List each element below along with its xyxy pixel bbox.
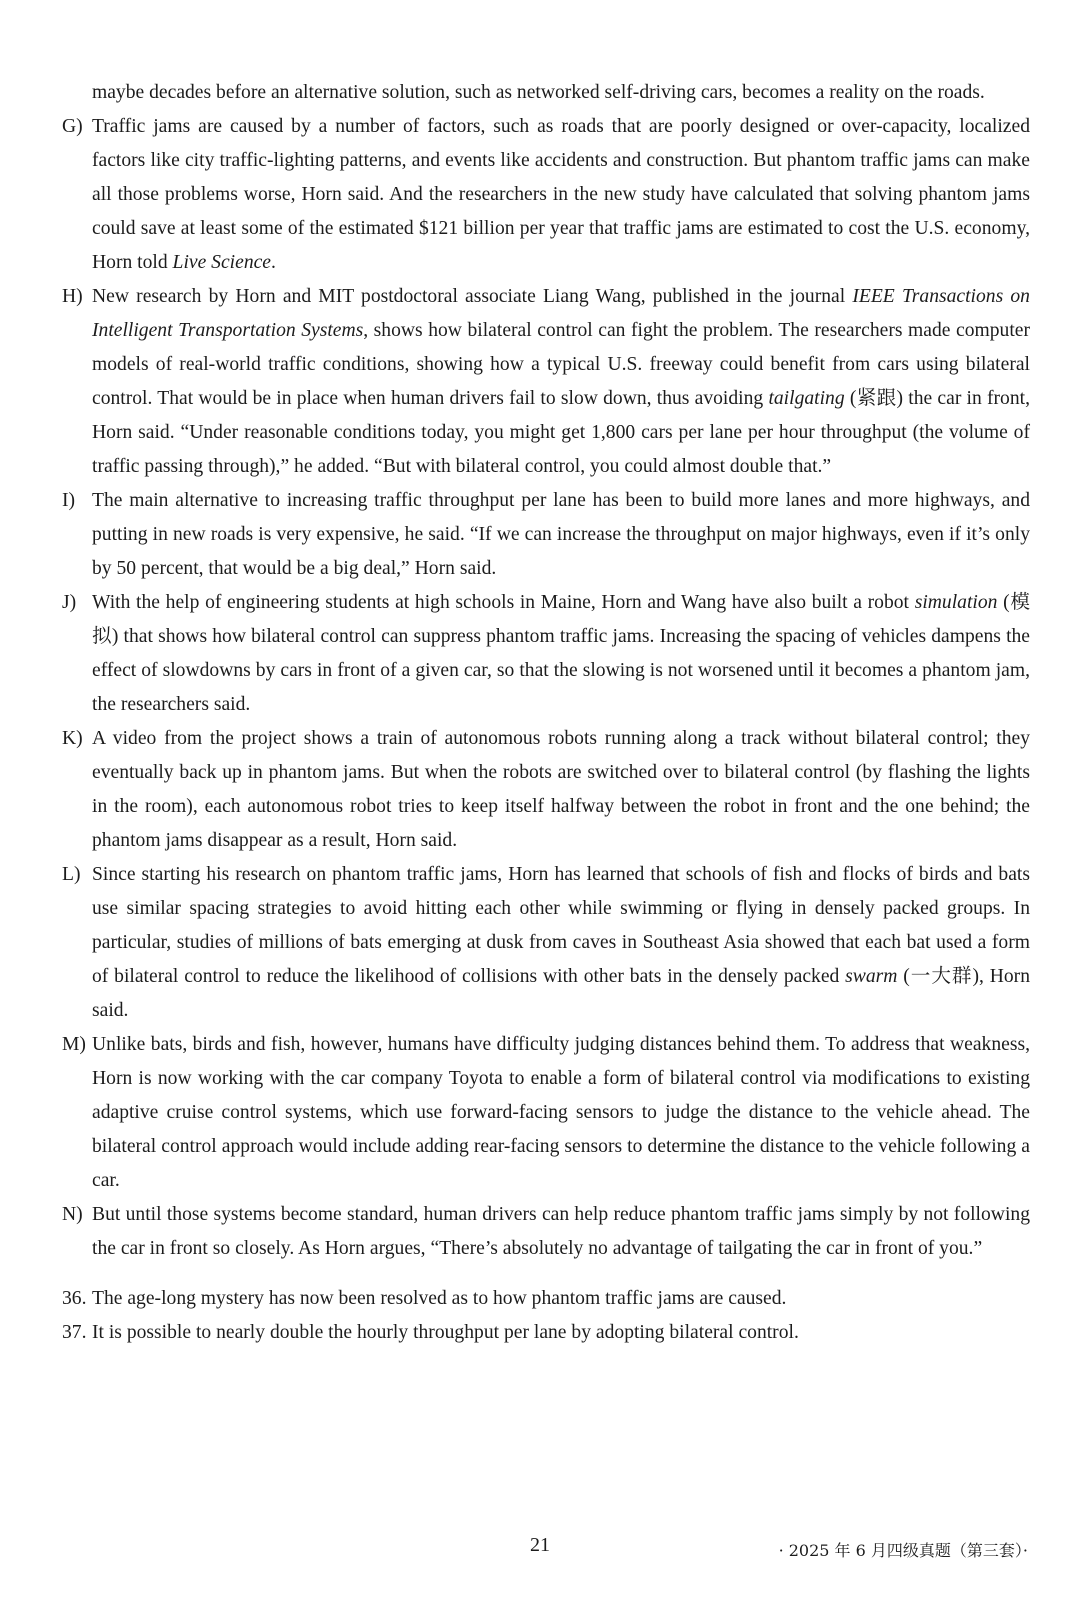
paragraph-marker: L) [62,864,81,885]
paragraph-marker: N) [62,1204,83,1225]
question-list [62,1282,1030,1350]
paragraph-text: With the help of engineering students at high schools in Maine, Horn and Wang have also built a robot [92,592,915,613]
paragraph-text-end: (紧跟) the car in front, Horn said. “Under reasonable conditions today, you might get 1,800 cars per lane per hour throughput (the volume of traffic passing through),” he added. “But with bilateral control, you could almost double that.” [92,388,1030,477]
glossed-term: tailgating [768,388,845,409]
glossed-term: swarm [845,966,898,987]
journal-title: IEEE Transactions on Intelligent Transportation Systems [92,286,1030,341]
paragraph-text: New research by Horn and MIT postdoctoral associate Liang Wang, published in the journal [92,286,853,307]
glossed-term: simulation [914,592,998,613]
exam-source-label: · 2025 年 6 月四级真题（第三套）· [778,1541,1028,1560]
italic-title: Live Science [172,252,272,273]
paragraph-marker: G) [62,116,83,137]
paragraph-j [62,586,1030,722]
paragraph-k [62,722,1030,858]
paragraph-text-end: (一大群), Horn said. [92,966,1031,1021]
paragraph-text-end: (模拟) that shows how bilateral control can suppress phantom traffic jams. Increasing the spacing of vehicles dampens the effect of slowdowns by cars in front of a given car, so that the slowing is not worsened until it becomes a phantom jam, the researchers said. [92,592,1030,715]
paragraph-text: Since starting his research on phantom traffic jams, Horn has learned that schools of fish and flocks of birds and bats use similar spacing strategies to avoid hitting each other while swimming or flying in densely packed groups. In particular, studies of millions of bats emerging at dusk from caves in Southeast Asia showed that each bat used a form of bilateral control to reduce the likelihood of collisions with other bats in the densely packed [92,864,1030,987]
paragraph-marker: K) [62,728,83,749]
paragraph-text: The main alternative to increasing traffic throughput per lane has been to build more lanes and more highways, and putting in new roads is very expensive, he said. “If we can increase the throughput on major highways, even if it’s only by 50 percent, that would be a big deal,” Horn said. [92,490,1030,579]
paragraph-text: But until those systems become standard, human drivers can help reduce phantom traffic jams simply by not following the car in front so closely. As Horn argues, “There’s absolutely no advantage of tailgating the car in front of you.” [92,1204,1030,1259]
paragraph-text-end: . [271,252,276,273]
paragraph-l [62,858,1030,1028]
paragraph-m [62,1028,1030,1198]
paragraph-text: Traffic jams are caused by a number of factors, such as roads that are poorly designed or over-capacity, localized factors like city traffic-lighting patterns, and events like accidents and construction. But phantom traffic jams can make all those problems worse, Horn said. And the researchers in the new study have calculated that solving phantom jams could save at least some of the estimated $121 billion per year that traffic jams are estimated to cost the U.S. economy, Horn told [92,116,1030,273]
paragraph-text: maybe decades before an alternative solution, such as networked self-driving cars, becomes a reality on the roads. [92,82,985,103]
paragraph-h [62,280,1030,484]
question-number: 36. [62,1288,87,1309]
question-item [62,1282,1030,1316]
paragraph-i [62,484,1030,586]
question-text: The age-long mystery has now been resolved as to how phantom traffic jams are caused. [92,1288,787,1309]
paragraph-text: Unlike bats, birds and fish, however, humans have difficulty judging distances behind them. To address that weakness, Horn is now working with the car company Toyota to enable a form of bilateral control via modifications to existing adaptive cruise control systems, which use forward-facing sensors to judge the distance to the vehicle ahead. The bilateral control approach would include adding rear-facing sensors to determine the distance to the vehicle following a car. [92,1034,1030,1191]
paragraph-g [62,110,1030,280]
paragraph-marker: I) [62,490,76,511]
paragraph-marker: M) [62,1034,86,1055]
paragraph-continuation [62,76,1030,110]
question-text: It is possible to nearly double the hourly throughput per lane by adopting bilateral control. [92,1322,799,1343]
paragraph-marker: J) [62,592,77,613]
paragraph-n [62,1198,1030,1266]
question-item [62,1316,1030,1350]
paragraph-text-middle: , shows how bilateral control can fight the problem. The researchers made computer models of real-world traffic conditions, showing how a typical U.S. freeway could benefit from cars using bilateral control. That would be in place when human drivers fail to slow down, thus avoiding [92,320,1030,409]
question-number: 37. [62,1322,87,1343]
paragraph-text: A video from the project shows a train of autonomous robots running along a track without bilateral control; they eventually back up in phantom jams. But when the robots are switched over to bilateral control (by flashing the lights in the room), each autonomous robot tries to keep itself halfway between the robot in front and the one behind; the phantom jams disappear as a result, Horn said. [92,728,1030,851]
reading-passage [62,76,1030,1350]
paragraph-marker: H) [62,286,83,307]
page-number: 21 [530,1534,550,1556]
